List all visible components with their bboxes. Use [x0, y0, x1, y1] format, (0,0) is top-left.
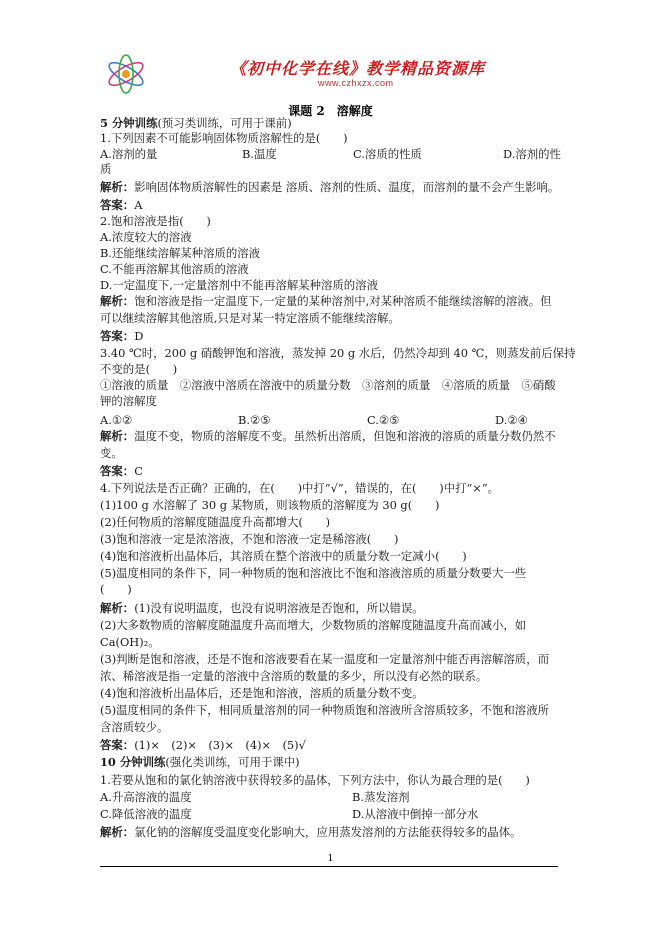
line-label: 答案：: [100, 464, 135, 478]
line-text: C.降低溶液的温度: [100, 807, 192, 821]
text-line-l14: [100, 329, 143, 343]
page-title: 课题 2 溶解度: [288, 104, 373, 118]
line-text: C: [134, 464, 143, 478]
line-text: D.②④: [495, 413, 528, 427]
line-text: Ca(OH)₂。: [100, 635, 160, 649]
line-text: (5)温度相同的条件下，相同质量溶剂的同一种物质饱和溶液所含溶质较多，不饱和溶液所: [100, 703, 549, 717]
line-text: A.溶剂的量: [100, 147, 158, 161]
text-line-l04: [100, 162, 111, 176]
line-text: A.①②: [100, 413, 133, 427]
line-text: B.②⑤: [238, 413, 271, 427]
text-line-l21: [100, 446, 123, 460]
line-text: C.溶质的性质: [353, 147, 422, 161]
text-line-l32: [100, 635, 160, 649]
text-line-l35: [100, 686, 424, 700]
line-text: D.从溶液中倒掉一部分水: [352, 807, 479, 821]
banner-url: www.czhxzx.com: [318, 78, 394, 88]
text-line-l17: [100, 378, 556, 392]
line-text: (1)× (2)× (3)× (4)× (5)√: [134, 738, 306, 752]
line-label: 10 分钟训练: [100, 755, 166, 769]
text-line-l40: [100, 773, 530, 787]
text-line-l28: [100, 566, 526, 580]
text-line-l19b: [238, 413, 270, 427]
line-label: 答案：: [100, 329, 135, 343]
line-text: (3)饱和溶液一定是浓溶液，不饱和溶液一定是稀溶液( ): [100, 532, 399, 546]
line-text: A.升高溶液的温度: [100, 790, 192, 804]
page-number: 1: [327, 854, 334, 864]
line-text: 影响固体物质溶解性的因素是 溶质、溶剂的性质、温度，而溶剂的量不会产生影响。: [134, 180, 560, 194]
text-line-l36: [100, 703, 549, 717]
text-line-l06: [100, 198, 142, 212]
text-line-l03c: [353, 147, 422, 161]
line-text: 可以继续溶解其他溶质,只是对某一特定溶质不能继续溶解。: [100, 311, 400, 325]
text-line-l37: [100, 720, 168, 734]
text-line-l43: [100, 825, 521, 839]
line-text: 温度不变，物质的溶解度不变。虽然析出溶质，但饱和溶液的溶质的质量分数仍然不: [134, 429, 556, 443]
line-text: (4)饱和溶液析出晶体后，其溶质在整个溶液中的质量分数一定减小( ): [100, 549, 467, 563]
text-line-l27: [100, 549, 467, 563]
line-text: 浓、稀溶液是指一定量的溶液中含溶质的数量的多少，所以没有必然的联系。: [100, 669, 488, 683]
text-line-l33: [100, 652, 549, 666]
line-label: 5 分钟训练: [100, 116, 158, 130]
line-text: A: [134, 198, 143, 212]
line-text: B.温度: [242, 147, 277, 161]
line-text: 不变的是( ): [100, 362, 178, 376]
text-line-l19d: [495, 413, 528, 427]
text-line-l03b: [242, 147, 277, 161]
banner-title: 《初中化学在线》教学精品资源库: [230, 59, 486, 78]
line-text: 含溶质较少。: [100, 720, 169, 734]
line-text: 2.饱和溶液是指( ): [100, 214, 211, 228]
text-line-l12: [100, 294, 552, 308]
text-line-l41: [100, 790, 192, 804]
line-label: 解析：: [100, 429, 135, 443]
text-line-l09: [100, 246, 260, 260]
text-line-l26: [100, 532, 398, 546]
text-line-l24: [100, 498, 439, 512]
text-line-l20: [100, 429, 556, 443]
text-line-l42: [100, 807, 192, 821]
text-line-l11: [100, 278, 378, 292]
atom-logo-icon: [104, 52, 148, 96]
text-line-l02: [100, 131, 348, 145]
text-line-l16: [100, 362, 177, 376]
text-line-l25: [100, 515, 330, 529]
line-text: D.溶剂的性: [503, 147, 561, 161]
line-label: 答案：: [100, 738, 135, 752]
line-text: 1.下列因素不可能影响固体物质溶解性的是( ): [100, 131, 348, 145]
text-line-l18: [100, 394, 157, 408]
line-text: (1)没有说明温度，也没有说明溶液是否饱和，所以错误。: [134, 601, 424, 615]
text-line-l08: [100, 230, 192, 244]
line-label: 解析：: [100, 825, 135, 839]
line-text: (4)饱和溶液析出晶体后，还是饱和溶液，溶质的质量分数不变。: [100, 686, 424, 700]
text-line-l01: [100, 116, 292, 130]
line-text: C.不能再溶解其他溶质的溶液: [100, 262, 249, 276]
line-text: B.还能继续溶解某种溶质的溶液: [100, 246, 261, 260]
line-label: 解析：: [100, 180, 135, 194]
line-text: D.一定温度下,一定量溶剂中不能再溶解某种溶质的溶液: [100, 278, 378, 292]
text-line-l39: [100, 755, 300, 769]
text-line-l03: [100, 147, 157, 161]
line-text: ①溶液的质量 ②溶液中溶质在溶液中的质量分数 ③溶剂的质量 ④溶质的质量 ⑤硝酸: [100, 378, 556, 392]
line-text: D: [134, 329, 144, 343]
text-line-l05: [100, 180, 559, 194]
line-label: 答案：: [100, 198, 135, 212]
text-line-l19: [100, 413, 132, 427]
line-text: 变。: [100, 446, 123, 460]
line-text: C.②⑤: [367, 413, 400, 427]
line-text: (2)大多数物质的溶解度随温度升高而增大，少数物质的溶解度随温度升高而减小，如: [100, 618, 527, 632]
line-text: (2)任何物质的溶解度随温度升高都增大( ): [100, 515, 331, 529]
line-text: (预习类训练，可用于课前): [157, 116, 292, 130]
text-line-l23: [100, 481, 499, 495]
text-line-l30: [100, 601, 424, 615]
line-text: (5)温度相同的条件下，同一种物质的饱和溶液比不饱和溶液溶质的质量分数要大一些: [100, 566, 527, 580]
line-text: 1.若要从饱和的氯化钠溶液中获得较多的晶体，下列方法中，你认为最合理的是( ): [100, 773, 530, 787]
text-line-l34: [100, 669, 487, 683]
line-text: 饱和溶液是指一定温度下,一定量的某种溶剂中,对某种溶质不能继续溶解的溶液。但: [134, 294, 552, 308]
text-line-l03d: [503, 147, 561, 161]
text-line-l42b: [352, 807, 478, 821]
line-text: (1)100 g 水溶解了 30 g 某物质，则该物质的溶解度为 30 g( ): [100, 498, 440, 512]
line-text: 4.下列说法是否正确？正确的，在( )中打“√”，错误的，在( )中打“×”。: [100, 481, 500, 495]
line-text: A.浓度较大的溶液: [100, 230, 192, 244]
line-text: 3.40 ℃时，200 g 硝酸钾饱和溶液，蒸发掉 20 g 水后，仍然冷却到 40 ℃，则蒸发前后保持: [100, 346, 576, 360]
line-text: ( ): [100, 582, 132, 596]
line-text: 质: [100, 162, 112, 176]
text-line-l19c: [367, 413, 399, 427]
text-line-l07: [100, 214, 211, 228]
text-line-l22: [100, 464, 143, 478]
text-line-l41b: [352, 790, 410, 804]
footer-rule: [100, 866, 558, 867]
text-line-l31: [100, 618, 526, 632]
line-text: (3)判断是饱和溶液，还是不饱和溶液要看在某一温度和一定量溶剂中能否再溶解溶质，而: [100, 652, 549, 666]
line-text: 钾的溶解度: [100, 394, 157, 408]
text-line-l29: [100, 582, 132, 596]
line-text: 氯化钠的溶解度受温度变化影响大，应用蒸发溶剂的方法能获得较多的晶体。: [134, 825, 522, 839]
text-line-l38: [100, 738, 306, 752]
text-line-l15: [100, 346, 575, 360]
text-line-l13: [100, 311, 400, 325]
line-text: (强化类训练，可用于课中): [165, 755, 300, 769]
line-label: 解析：: [100, 294, 135, 308]
text-line-l10: [100, 262, 249, 276]
line-label: 解析：: [100, 601, 135, 615]
line-text: B.蒸发溶剂: [352, 790, 410, 804]
